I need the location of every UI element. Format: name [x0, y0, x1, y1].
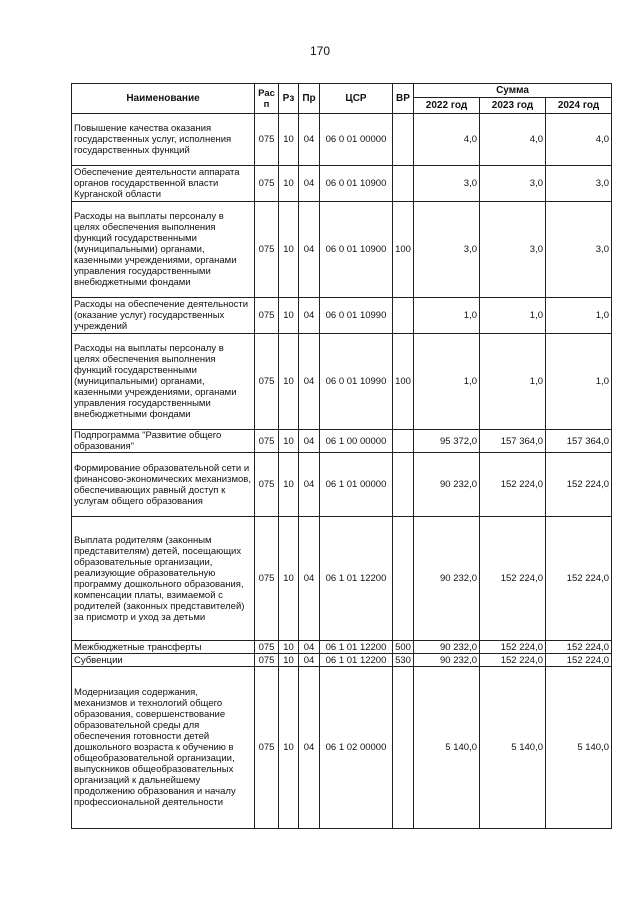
header-sum: Сумма: [414, 84, 612, 98]
row-name: Выплата родителям (законным представителям) детей, посещающих образовательные организации, реализующие образовательную программу дошкольного образования, компенсации платы, взимаемой с родителей (законных представителей) за присмотр и уход за детьми: [72, 517, 255, 641]
row-vr: [393, 166, 414, 202]
row-vr: 100: [393, 202, 414, 298]
row-pr: 04: [299, 114, 320, 166]
row-csr: 06 1 00 00000: [320, 430, 393, 453]
row-2024: 152 224,0: [546, 453, 612, 517]
row-pr: 04: [299, 667, 320, 829]
table-row: [72, 334, 612, 430]
row-vr: [393, 430, 414, 453]
row-csr: 06 0 01 10990: [320, 334, 393, 430]
row-2024: 5 140,0: [546, 667, 612, 829]
row-ras: 075: [255, 430, 279, 453]
row-ras: 075: [255, 667, 279, 829]
row-2022: 90 232,0: [414, 641, 480, 654]
row-2023: 152 224,0: [480, 654, 546, 667]
row-rz: 10: [279, 654, 299, 667]
row-ras: 075: [255, 166, 279, 202]
row-rz: 10: [279, 667, 299, 829]
header-2024: 2024 год: [546, 98, 612, 114]
row-2023: 152 224,0: [480, 517, 546, 641]
row-pr: 04: [299, 641, 320, 654]
row-csr: 06 1 01 12200: [320, 641, 393, 654]
row-2022: 90 232,0: [414, 517, 480, 641]
row-vr: [393, 114, 414, 166]
row-vr: [393, 667, 414, 829]
row-2023: 1,0: [480, 298, 546, 334]
row-vr: [393, 517, 414, 641]
row-vr: [393, 453, 414, 517]
row-2022: 90 232,0: [414, 453, 480, 517]
row-pr: 04: [299, 517, 320, 641]
row-pr: 04: [299, 654, 320, 667]
table-row: [72, 453, 612, 517]
row-ras: 075: [255, 517, 279, 641]
table-body: [72, 114, 612, 829]
row-vr: 100: [393, 334, 414, 430]
table-row: [72, 202, 612, 298]
row-name: Повышение качества оказания государственных услуг, исполнения государственных функций: [72, 114, 255, 166]
row-name: Модернизация содержания, механизмов и технологий общего образования, совершенствование образовательной среды для обеспечения готовности детей дошкольного возраста к обучению в общеобразовательной организации, выпускников общеобразовательных организаций к дальнейшему продолжению образования и началу профессиональной деятельности: [72, 667, 255, 829]
row-2023: 157 364,0: [480, 430, 546, 453]
row-csr: 06 1 01 12200: [320, 517, 393, 641]
row-2022: 4,0: [414, 114, 480, 166]
row-2024: 4,0: [546, 114, 612, 166]
row-2023: 3,0: [480, 202, 546, 298]
row-rz: 10: [279, 430, 299, 453]
table-header: [72, 84, 612, 114]
table-row: [72, 667, 612, 829]
row-rz: 10: [279, 517, 299, 641]
row-name: Подпрограмма "Развитие общего образования": [72, 430, 255, 453]
header-rz: Рз: [279, 84, 299, 114]
row-2024: 152 224,0: [546, 641, 612, 654]
row-rz: 10: [279, 453, 299, 517]
row-vr: 500: [393, 641, 414, 654]
row-2023: 4,0: [480, 114, 546, 166]
row-vr: [393, 298, 414, 334]
row-2022: 3,0: [414, 202, 480, 298]
row-csr: 06 1 01 00000: [320, 453, 393, 517]
row-name: Обеспечение деятельности аппарата органов государственной власти Курганской области: [72, 166, 255, 202]
row-2022: 5 140,0: [414, 667, 480, 829]
table-row: [72, 654, 612, 667]
row-ras: 075: [255, 114, 279, 166]
row-name: Расходы на выплаты персоналу в целях обеспечения выполнения функций государственными (муниципальными) органами, казенными учреждениями, органами управления государственными внебюджетными фондами: [72, 202, 255, 298]
table-row: [72, 641, 612, 654]
row-ras: 075: [255, 654, 279, 667]
row-ras: 075: [255, 453, 279, 517]
row-2024: 157 364,0: [546, 430, 612, 453]
row-ras: 075: [255, 298, 279, 334]
table-row: [72, 166, 612, 202]
header-2023: 2023 год: [480, 98, 546, 114]
row-csr: 06 0 01 10900: [320, 202, 393, 298]
header-name: Наименование: [72, 84, 255, 114]
row-2022: 1,0: [414, 334, 480, 430]
row-pr: 04: [299, 166, 320, 202]
table-row: [72, 114, 612, 166]
row-rz: 10: [279, 114, 299, 166]
page-number: 170: [309, 44, 331, 58]
row-csr: 06 1 01 12200: [320, 654, 393, 667]
row-csr: 06 0 01 10990: [320, 298, 393, 334]
row-2022: 3,0: [414, 166, 480, 202]
row-vr: 530: [393, 654, 414, 667]
row-2024: 1,0: [546, 298, 612, 334]
row-ras: 075: [255, 334, 279, 430]
header-ras: Рас п: [255, 84, 279, 114]
row-2022: 1,0: [414, 298, 480, 334]
row-pr: 04: [299, 430, 320, 453]
row-rz: 10: [279, 202, 299, 298]
table-row: [72, 298, 612, 334]
row-2023: 152 224,0: [480, 641, 546, 654]
row-2024: 152 224,0: [546, 654, 612, 667]
row-name: Расходы на обеспечение деятельности (оказание услуг) государственных учреждений: [72, 298, 255, 334]
header-2022: 2022 год: [414, 98, 480, 114]
row-2023: 152 224,0: [480, 453, 546, 517]
row-name: Межбюджетные трансферты: [72, 641, 255, 654]
row-name: Формирование образовательной сети и финансово-экономических механизмов, обеспечивающих равный доступ к услугам общего образования: [72, 453, 255, 517]
row-csr: 06 1 02 00000: [320, 667, 393, 829]
row-2022: 90 232,0: [414, 654, 480, 667]
row-rz: 10: [279, 334, 299, 430]
row-pr: 04: [299, 453, 320, 517]
row-2024: 3,0: [546, 166, 612, 202]
row-2023: 1,0: [480, 334, 546, 430]
table-row: [72, 517, 612, 641]
row-pr: 04: [299, 298, 320, 334]
row-2023: 3,0: [480, 166, 546, 202]
row-name: Субвенции: [72, 654, 255, 667]
row-2024: 3,0: [546, 202, 612, 298]
header-pr: Пр: [299, 84, 320, 114]
header-vr: ВР: [393, 84, 414, 114]
table-row: [72, 430, 612, 453]
row-rz: 10: [279, 641, 299, 654]
row-2023: 5 140,0: [480, 667, 546, 829]
row-rz: 10: [279, 166, 299, 202]
row-ras: 075: [255, 641, 279, 654]
budget-table: [71, 83, 612, 829]
header-csr: ЦСР: [320, 84, 393, 114]
row-name: Расходы на выплаты персоналу в целях обеспечения выполнения функций государственными (муниципальными) органами, казенными учреждениями, органами управления государственными внебюджетными фондами: [72, 334, 255, 430]
row-csr: 06 0 01 00000: [320, 114, 393, 166]
row-csr: 06 0 01 10900: [320, 166, 393, 202]
row-2022: 95 372,0: [414, 430, 480, 453]
row-ras: 075: [255, 202, 279, 298]
row-pr: 04: [299, 334, 320, 430]
row-rz: 10: [279, 298, 299, 334]
row-2024: 1,0: [546, 334, 612, 430]
row-2024: 152 224,0: [546, 517, 612, 641]
row-pr: 04: [299, 202, 320, 298]
